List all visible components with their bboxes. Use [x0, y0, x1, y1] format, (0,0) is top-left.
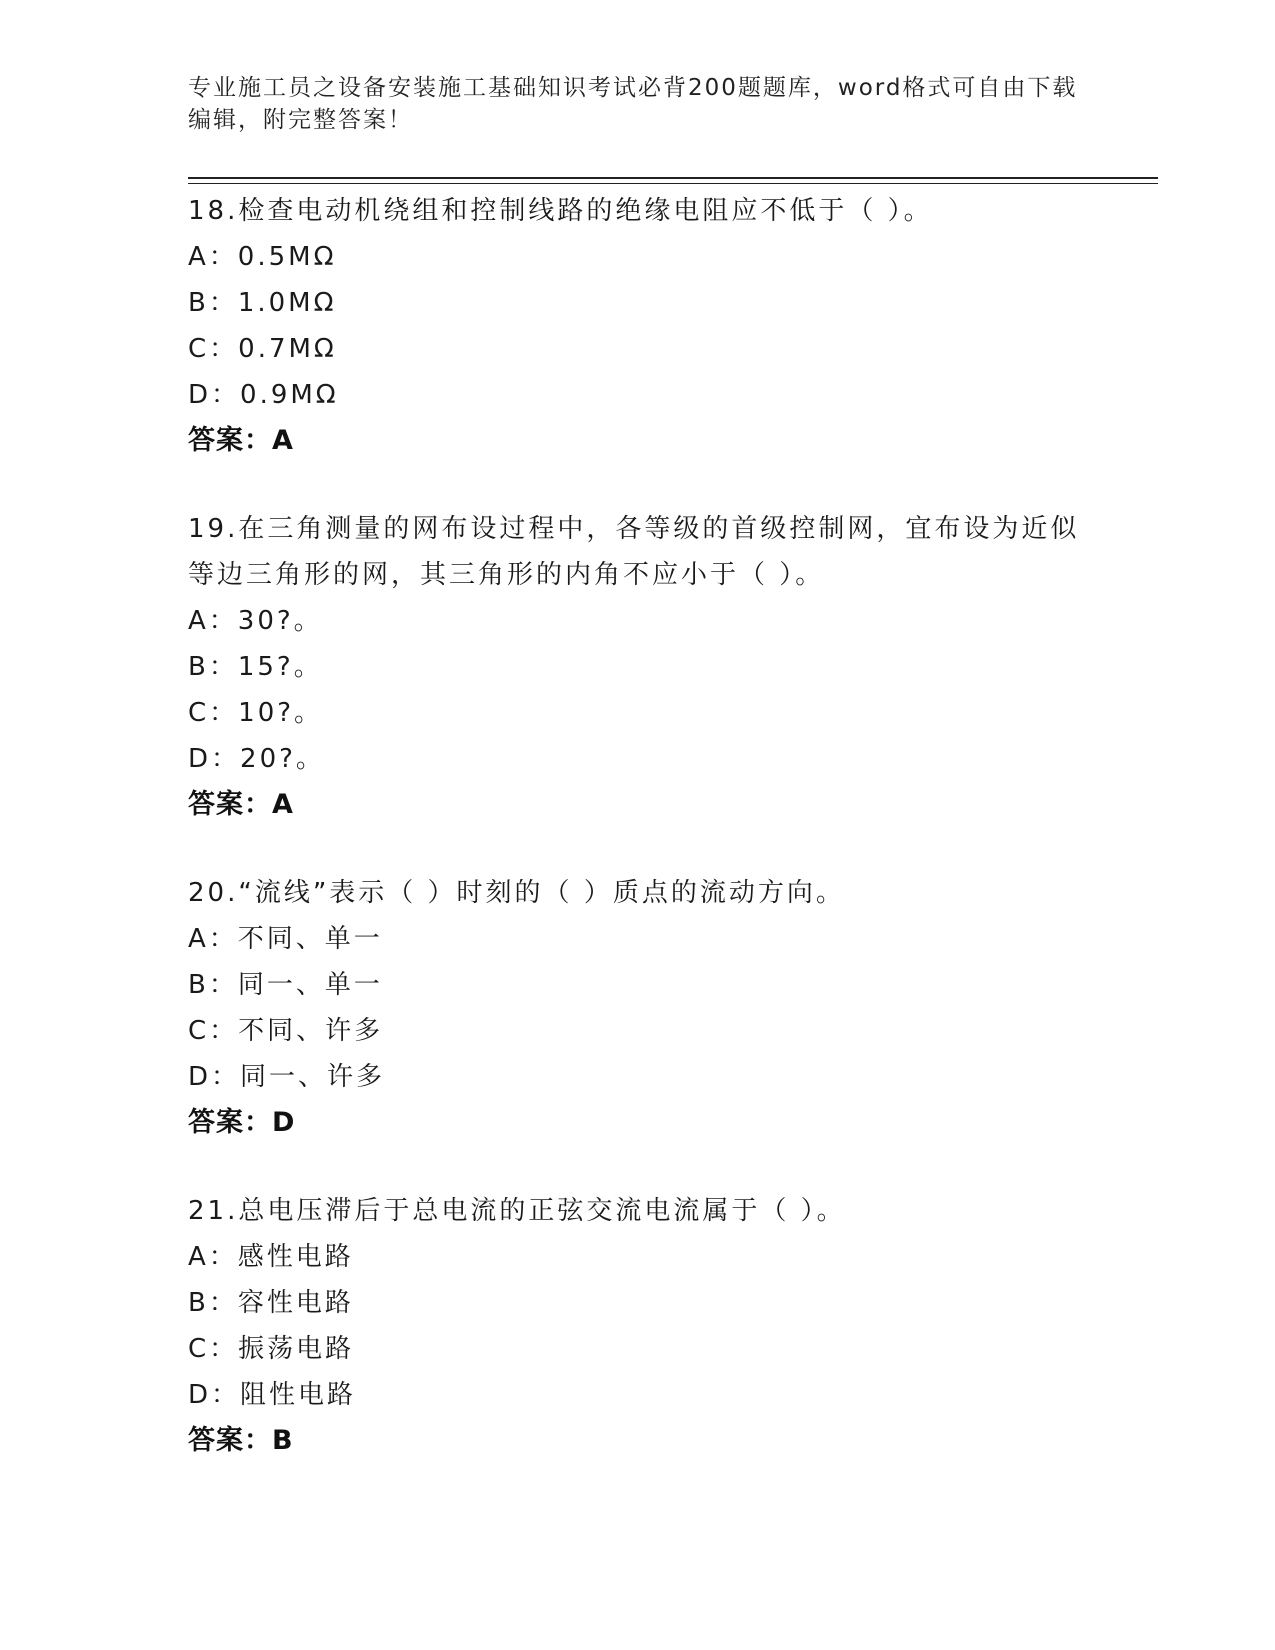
- option-b: B：15?。: [188, 652, 323, 682]
- option-d: D：同一、许多: [188, 1062, 386, 1092]
- header-line-2: 编辑，附完整答案！: [188, 107, 413, 133]
- header-line-1: 专业施工员之设备安装施工基础知识考试必背200题题库，word格式可自由下载: [188, 75, 1078, 101]
- option-b: B：1.0MΩ: [188, 288, 337, 318]
- question-list: [188, 188, 1088, 1506]
- question-text: 19.在三角测量的网布设过程中，各等级的首级控制网，宜布设为近似: [188, 514, 1080, 544]
- question-19: [188, 506, 1088, 828]
- option-a: A：0.5MΩ: [188, 242, 337, 272]
- option-a: A：30?。: [188, 606, 323, 636]
- question-text: 21.总电压滞后于总电流的正弦交流电流属于（ ）。: [188, 1196, 846, 1226]
- header-divider-thick: [188, 177, 1158, 179]
- option-c: C：0.7MΩ: [188, 334, 337, 364]
- question-text-continued: 等边三角形的网，其三角形的内角不应小于（ ）。: [188, 560, 825, 590]
- question-text: 18.检查电动机绕组和控制线路的绝缘电阻应不低于（ ）。: [188, 196, 933, 226]
- header-divider-thin: [188, 183, 1158, 184]
- answer-label: 答案：A: [188, 425, 294, 456]
- answer-label: 答案：A: [188, 789, 294, 820]
- option-c: C：不同、许多: [188, 1016, 384, 1046]
- option-d: D：阻性电路: [188, 1380, 357, 1410]
- option-a: A：感性电路: [188, 1242, 354, 1272]
- document-header: [188, 72, 1088, 136]
- option-c: C：振荡电路: [188, 1334, 355, 1364]
- answer-label: 答案：B: [188, 1425, 294, 1456]
- option-b: B：同一、单一: [188, 970, 383, 1000]
- question-text: 20.“流线”表示（ ）时刻的（ ）质点的流动方向。: [188, 878, 845, 908]
- option-d: D：0.9MΩ: [188, 380, 339, 410]
- answer-label: 答案：D: [188, 1107, 296, 1138]
- option-a: A：不同、单一: [188, 924, 383, 954]
- question-18: [188, 188, 1088, 464]
- option-d: D：20?。: [188, 744, 325, 774]
- option-b: B：容性电路: [188, 1288, 354, 1318]
- option-c: C：10?。: [188, 698, 324, 728]
- question-21: [188, 1188, 1088, 1464]
- question-20: [188, 870, 1088, 1146]
